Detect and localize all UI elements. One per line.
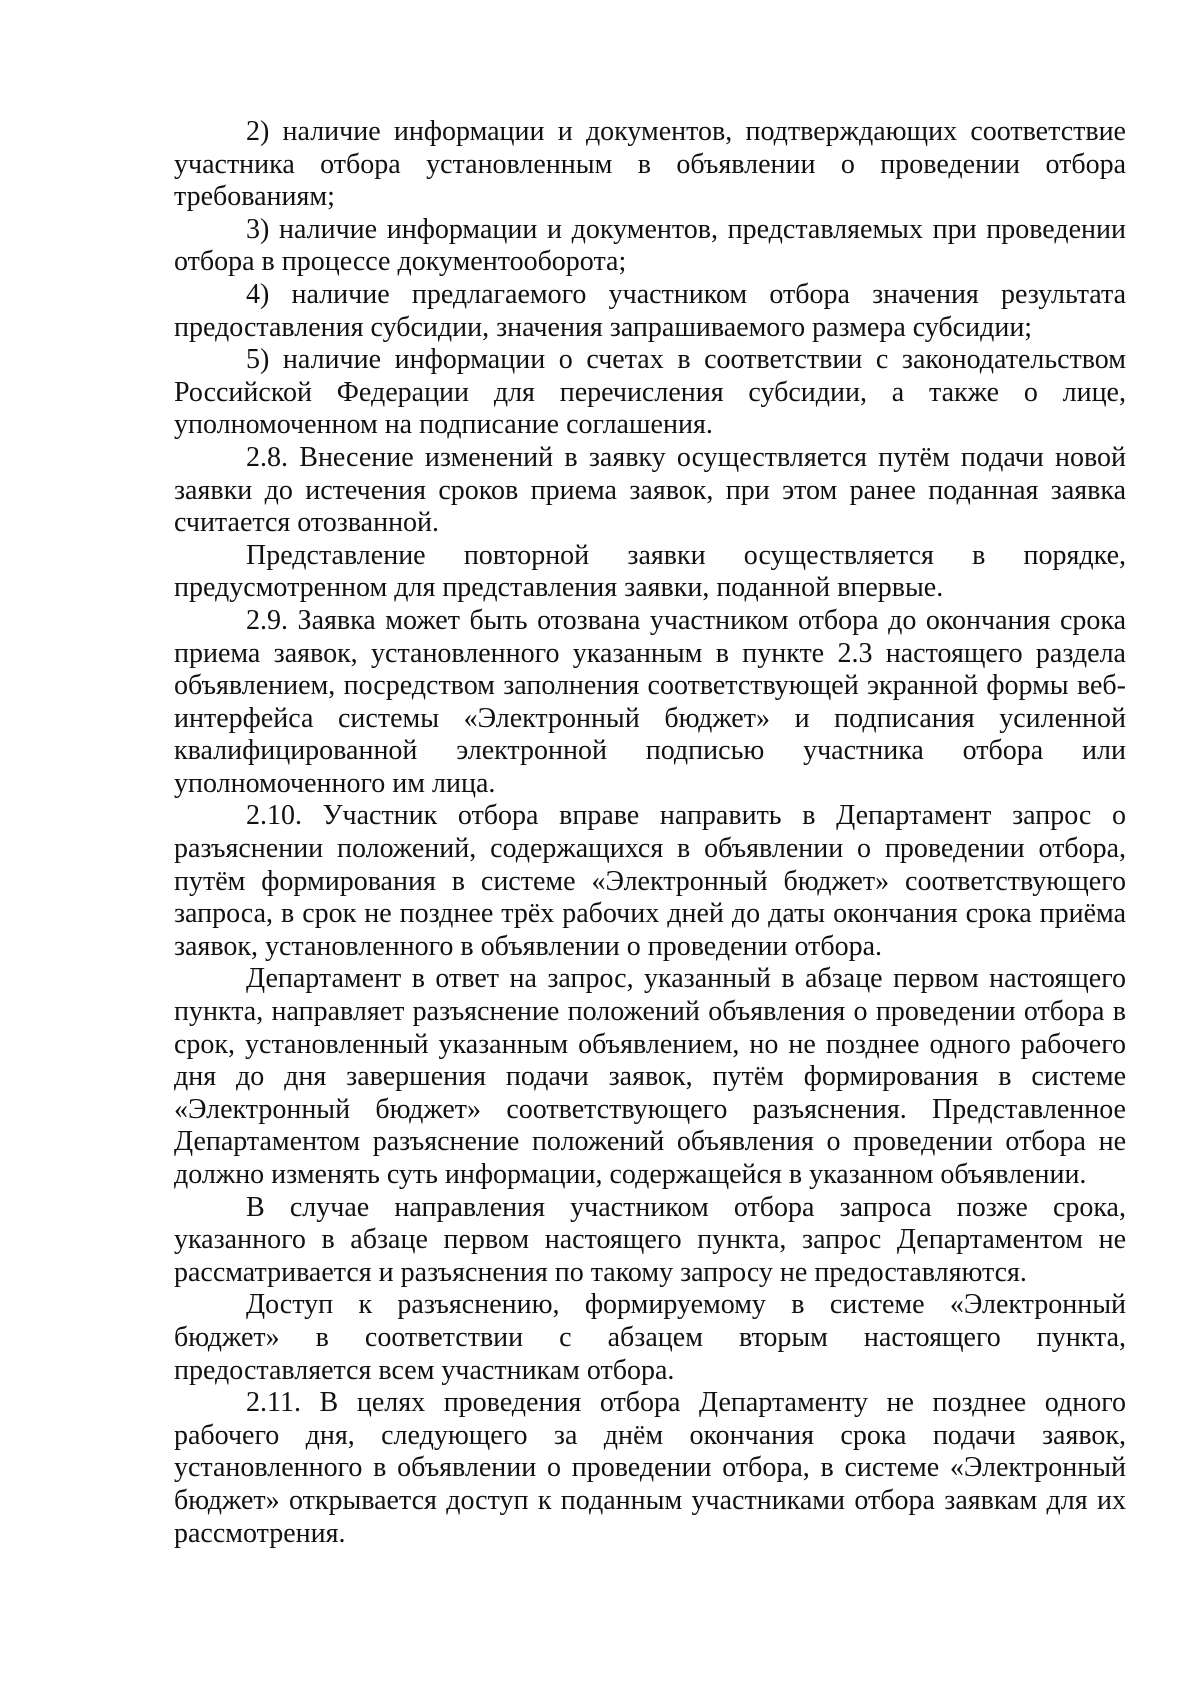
paragraph-2-8: 2.8. Внесение изменений в заявку осуществляется путём подачи новой заявки до истечения сроков приема заявок, при этом ранее поданная заявка считается отозванной. [174, 441, 1126, 539]
paragraph-2-10-response: Департамент в ответ на запрос, указанный в абзаце первом настоящего пункта, направляет разъяснение положений объявления о проведении отбора в срок, установленный указанным объявлением, но не позднее одного рабочего дня до дня завершения подачи заявок, путём формирования в системе «Электронный бюджет» соответствующего разъяснения. Представленное Департаментом разъяснение положений объявления о проведении отбора не должно изменять суть информации, содержащейся в указанном объявлении. [174, 963, 1126, 1190]
paragraph-item-4: 4) наличие предлагаемого участником отбора значения результата предоставления субсидии, значения запрашиваемого размера субсидии; [174, 278, 1126, 343]
paragraph-item-2: 2) наличие информации и документов, подтверждающих соответствие участника отбора установленным в объявлении о проведении отбора требованиям; [174, 116, 1126, 213]
paragraph-2-10: 2.10. Участник отбора вправе направить в Департамент запрос о разъяснении положений, содержащихся в объявлении о проведении отбора, путём формирования в системе «Электронный бюджет» соответствующего запроса, в срок не позднее трёх рабочих дней до даты окончания срока приёма заявок, установленного в объявлении о проведении отбора. [174, 800, 1126, 962]
paragraph-2-10-access: Доступ к разъяснению, формируемому в системе «Электронный бюджет» в соответствии с абзацем вторым настоящего пункта, предоставляется всем участникам отбора. [174, 1289, 1126, 1386]
paragraph-2-10-late-request: В случае направления участником отбора запроса позже срока, указанного в абзаце первом настоящего пункта, запрос Департаментом не рассматривается и разъяснения по такому запросу не предоставляются. [174, 1191, 1126, 1288]
document-body [174, 116, 1126, 1550]
paragraph-item-3: 3) наличие информации и документов, представляемых при проведении отбора в процессе документооборота; [174, 213, 1126, 278]
paragraph-2-11: 2.11. В целях проведения отбора Департаменту не позднее одного рабочего дня, следующего за днём окончания срока подачи заявок, установленного в объявлении о проведении отбора, в системе «Электронный бюджет» открывается доступ к поданным участниками отбора заявкам для их рассмотрения. [174, 1387, 1126, 1549]
paragraph-2-8-repeat: Представление повторной заявки осуществляется в порядке, предусмотренном для представления заявки, поданной впервые. [174, 539, 1126, 604]
paragraph-item-5: 5) наличие информации о счетах в соответствии с законодательством Российской Федерации для перечисления субсидии, а также о лице, уполномоченном на подписание соглашения. [174, 344, 1126, 441]
paragraph-2-9: 2.9. Заявка может быть отозвана участником отбора до окончания срока приема заявок, установленного указанным в пункте 2.3 настоящего раздела объявлением, посредством заполнения соответствующей экранной формы веб-интерфейса системы «Электронный бюджет» и подписания усиленной квалифицированной электронной подписью участника отбора или уполномоченного им лица. [174, 604, 1126, 799]
